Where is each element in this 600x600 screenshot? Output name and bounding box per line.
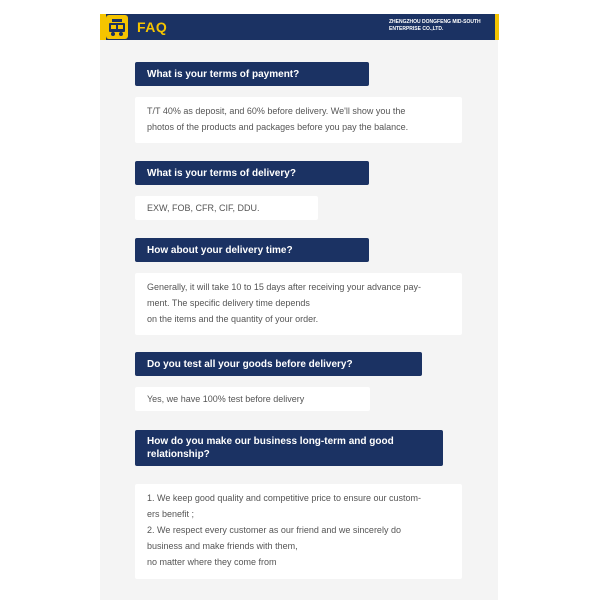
- faq-question-5: [135, 430, 443, 466]
- faq-answer-5-line-3: 2. We respect every customer as our friend and we sincerely do: [147, 525, 401, 535]
- company-line-1: ZHENGZHOU DONGFENG MID-SOUTH: [389, 19, 481, 25]
- faq-answer-5: [135, 484, 462, 579]
- company-name: [389, 19, 493, 33]
- faq-question-1-text: What is your terms of payment?: [147, 68, 300, 80]
- faq-answer-4: [135, 387, 370, 411]
- faq-answer-2: [135, 196, 318, 220]
- faq-answer-1-line-1: T/T 40% as deposit, and 60% before delivery. We'll show you the: [147, 106, 406, 116]
- faq-answer-5-line-4: business and make friends with them,: [147, 541, 298, 551]
- faq-question-2: [135, 161, 369, 185]
- company-line-2: ENTERPRISE CO.,LTD.: [389, 26, 444, 32]
- faq-question-5-text: How do you make our business long-term and good relationship?: [147, 436, 394, 460]
- faq-answer-3-line-1: Generally, it will take 10 to 15 days after receiving your advance pay-: [147, 282, 421, 292]
- faq-answer-2-line-1: EXW, FOB, CFR, CIF, DDU.: [147, 203, 260, 213]
- truck-logo-icon: [106, 15, 128, 39]
- faq-question-3-text: How about your delivery time?: [147, 244, 293, 256]
- faq-answer-5-line-5: no matter where they come from: [147, 557, 277, 567]
- faq-answer-3-line-2: ment. The specific delivery time depends: [147, 298, 310, 308]
- faq-question-3: [135, 238, 369, 262]
- faq-question-2-text: What is your terms of delivery?: [147, 167, 296, 179]
- faq-question-1: [135, 62, 369, 86]
- header-accent-right: [495, 14, 499, 40]
- page-title: FAQ: [137, 19, 168, 35]
- faq-answer-4-line-1: Yes, we have 100% test before delivery: [147, 394, 305, 404]
- faq-answer-1: [135, 97, 462, 143]
- faq-question-4: [135, 352, 422, 376]
- faq-answer-1-line-2: photos of the products and packages before you pay the balance.: [147, 122, 409, 132]
- faq-answer-5-line-1: 1. We keep good quality and competitive price to ensure our custom-: [147, 493, 421, 503]
- faq-answer-3-line-3: on the items and the quantity of your order.: [147, 314, 319, 324]
- faq-question-4-text: Do you test all your goods before delivery?: [147, 358, 353, 370]
- faq-answer-5-line-2: ers benefit ;: [147, 509, 195, 519]
- faq-answer-3: [135, 273, 462, 335]
